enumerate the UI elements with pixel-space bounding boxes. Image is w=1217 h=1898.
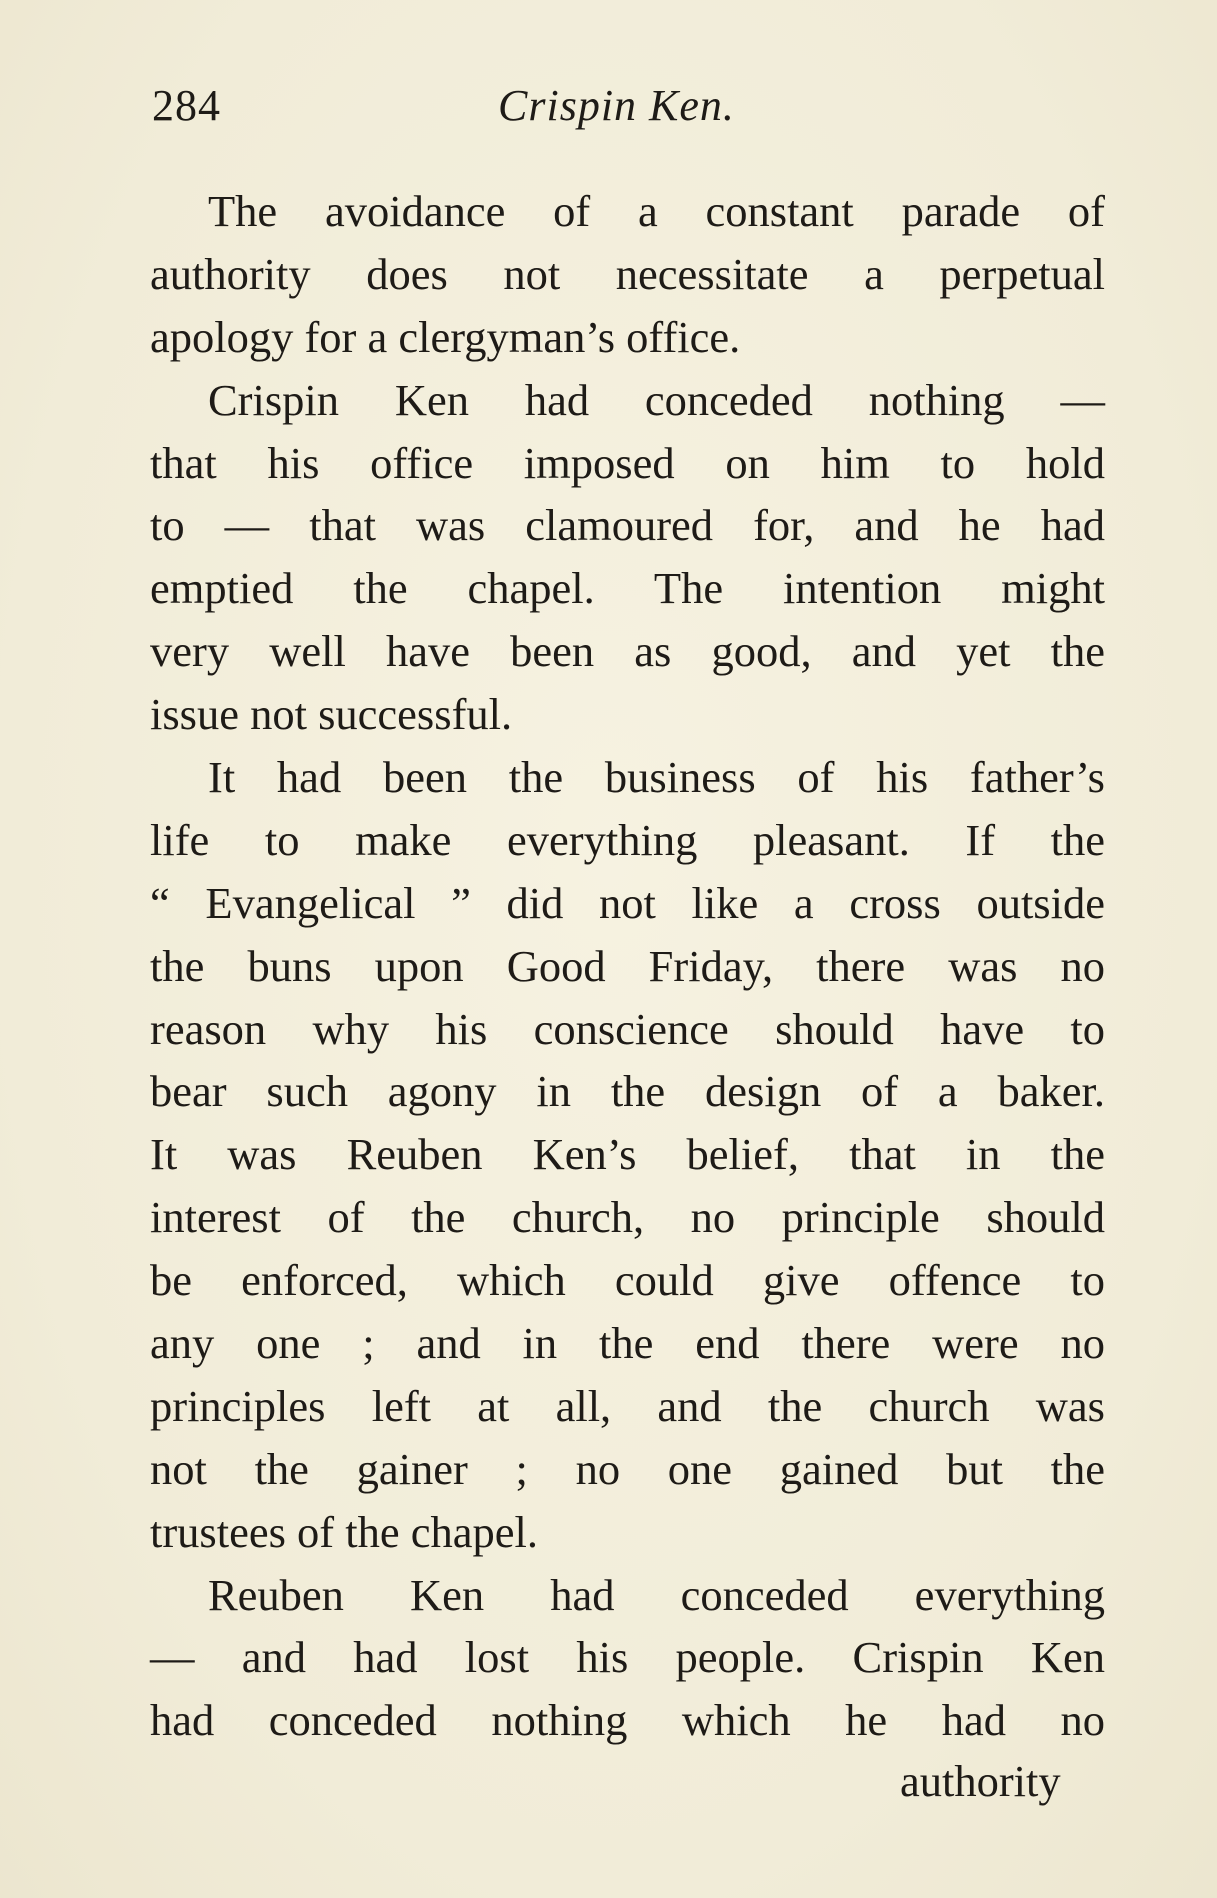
text-line: interest of the church, no principle should [150, 1192, 1105, 1243]
text-line: apology for a clergyman’s office. [150, 311, 741, 362]
text-line: “ Evangelical ” did not like a cross outside [150, 877, 1105, 928]
text-line: trustees of the chapel. [150, 1506, 538, 1557]
page-number: 284 [152, 81, 221, 130]
text-line: It was Reuben Ken’s belief, that in the [150, 1129, 1105, 1180]
running-title: Crispin Ken. [498, 81, 735, 130]
text-line: that his office imposed on him to hold [150, 437, 1105, 488]
text-line: authority does not necessitate a perpetual [150, 248, 1105, 299]
text-line: principles left at all, and the church was [150, 1380, 1105, 1431]
text-line: had conceded nothing which he had no [150, 1695, 1105, 1746]
text-line: — and had lost his people. Crispin Ken [150, 1632, 1105, 1683]
text-line: not the gainer ; no one gained but the [150, 1443, 1105, 1494]
text-line: any one ; and in the end there were no [150, 1318, 1105, 1369]
page-header [152, 80, 1102, 140]
text-line: very well have been as good, and yet the [150, 626, 1105, 677]
text-line: The avoidance of a constant parade of [208, 186, 1105, 236]
text-line: emptied the chapel. The intention might [150, 563, 1105, 614]
text-line: bear such agony in the design of a baker. [150, 1066, 1105, 1117]
text-line: issue not successful. [150, 689, 513, 740]
catchword: authority [900, 1756, 1061, 1806]
text-line: the buns upon Good Friday, there was no [150, 940, 1105, 991]
text-line: life to make everything pleasant. If the [150, 814, 1105, 865]
text-line: Crispin Ken had conceded nothing — [208, 374, 1105, 425]
body-text [150, 180, 1105, 1752]
text-line: Reuben Ken had conceded everything [208, 1569, 1105, 1620]
text-line: be enforced, which could give offence to [150, 1255, 1105, 1306]
text-line: to — that was clamoured for, and he had [150, 500, 1105, 551]
text-line: It had been the business of his father’s [208, 752, 1105, 803]
text-line: reason why his conscience should have to [150, 1003, 1105, 1054]
